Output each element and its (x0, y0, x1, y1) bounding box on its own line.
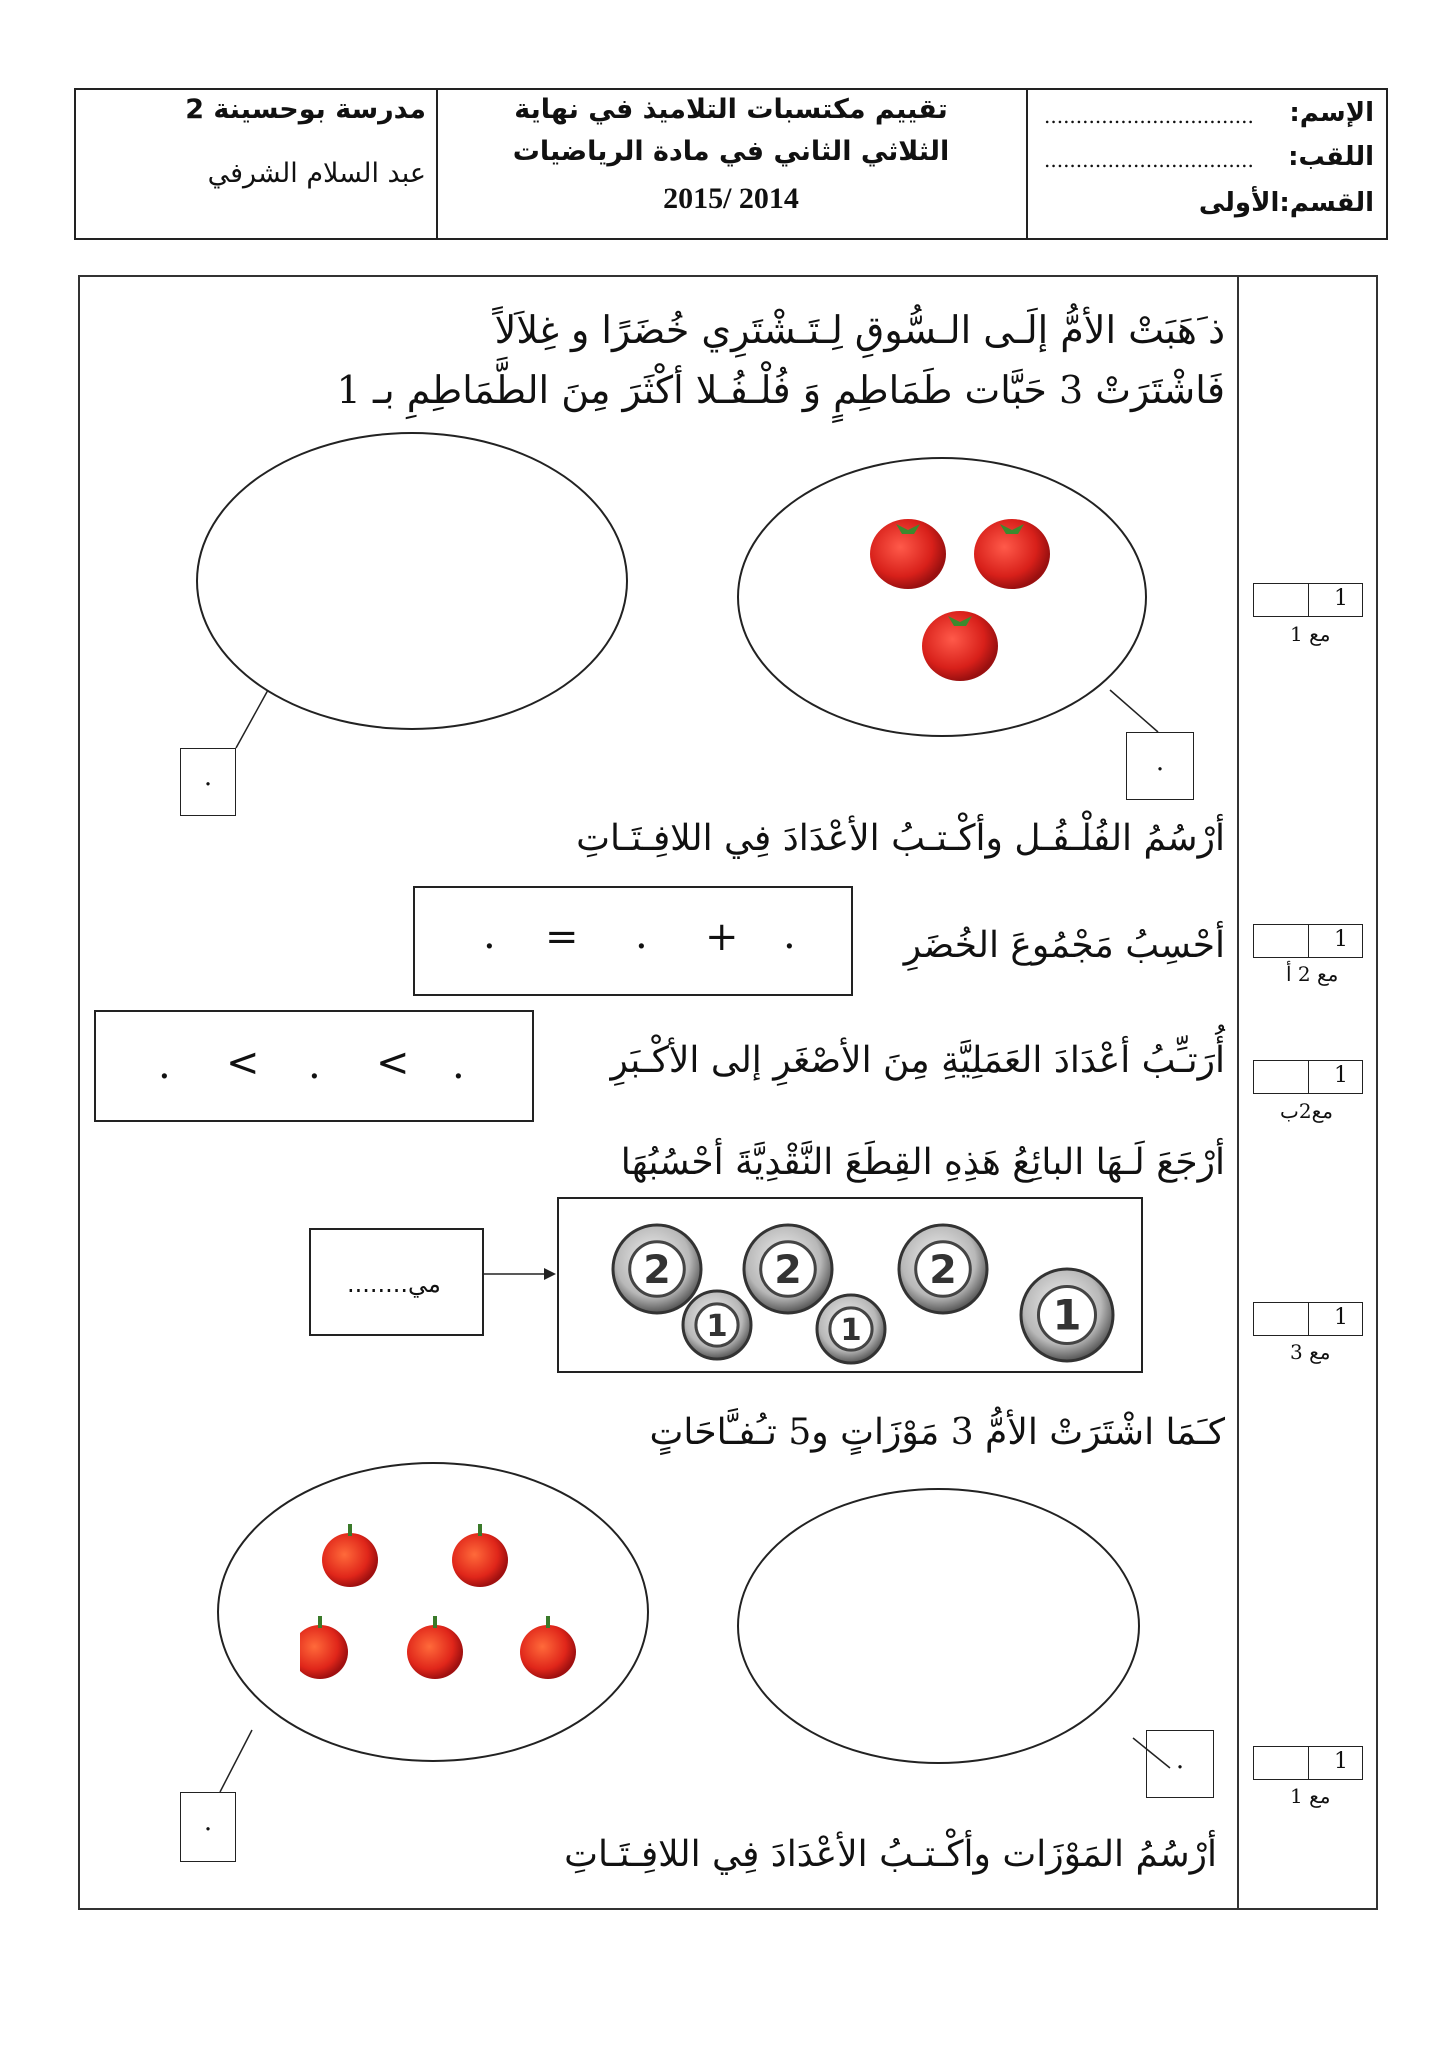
coin-1-icon (1021, 1269, 1113, 1361)
order-slot-1[interactable]: . (452, 1042, 465, 1088)
s2-instruction: أحْسِبُ مَجْمُوعَ الخُضَرِ (903, 925, 1225, 966)
apple-icon (520, 1616, 576, 1679)
s5-instruction: أرْسُمُ المَوْزَات وأكْـتـبُ الأعْدَادَ فِي اللافِـتَـاتِ (564, 1834, 1217, 1875)
mark-value: 1 (1334, 1305, 1348, 1330)
sum-slot-2[interactable]: . (635, 912, 648, 958)
s5-line: كـَمَا اشْتَرَتْ الأمُّ 3 مَوْزَاتٍ و5 تـُفـَّاحَاتٍ (649, 1412, 1225, 1453)
coin-total-answer[interactable]: ........مي (347, 1270, 441, 1298)
apple-icon (322, 1524, 378, 1587)
coin-2-icon (899, 1225, 987, 1313)
apple-icon (407, 1616, 463, 1679)
coin-1-icon (683, 1291, 751, 1359)
mark-box[interactable] (1253, 1302, 1363, 1336)
mark-criterion: مع 1 (1290, 1784, 1331, 1808)
coin-value: 2 (774, 1247, 802, 1294)
sum-result-slot[interactable]: . (483, 912, 496, 958)
coin-1-icon (817, 1295, 885, 1363)
mark-box[interactable] (1253, 1746, 1363, 1780)
coin-value: 2 (643, 1247, 671, 1294)
less-than-sign: < (376, 1040, 410, 1086)
coin-2-icon (613, 1225, 701, 1313)
coin-value: 1 (706, 1308, 728, 1344)
tomato-group (860, 510, 1060, 690)
coin-value: 2 (929, 1247, 957, 1294)
order-slot-3[interactable]: . (158, 1042, 171, 1088)
s4-instruction: أرْجَعَ لَـهَا البائِعُ هَذِهِ القِطَعَ النَّقْدِيَّةَ أحْسُبُهَا (620, 1142, 1225, 1183)
sum-slot-1[interactable]: . (783, 912, 796, 958)
surname-field[interactable]: ................................. (1044, 148, 1254, 172)
title-year: 2015/ 2014 (663, 182, 799, 215)
plus-sign: + (705, 914, 739, 960)
title-line2: الثلاثي الثاني في مادة الرياضيات (512, 136, 950, 167)
coin-value: 1 (840, 1312, 862, 1348)
less-than-sign: < (226, 1040, 260, 1086)
school-name: مدرسة بوحسينة 2 (185, 94, 426, 125)
apple-icon (300, 1616, 348, 1679)
mark-box[interactable] (1253, 924, 1363, 958)
s1-line2: فَاشْتَرَتْ 3 حَبَّات طَمَاطِمٍ وَ فُلْـفُـلا أكْثَرَ مِنَ الطَّمَاطِمِ بـ 1 (336, 368, 1225, 412)
coins-group (557, 1197, 1143, 1373)
class-label: القسم:الأولى (1198, 188, 1374, 218)
mark-criterion: مع 2 أ (1286, 962, 1339, 986)
coin-value: 1 (1052, 1291, 1082, 1340)
tomato-icon (922, 611, 998, 681)
mark-criterion: مع 1 (1290, 622, 1331, 646)
tomato-count-box[interactable]: . (1126, 732, 1194, 800)
teacher-name: عبد السلام الشرفي (207, 158, 426, 189)
mark-value: 1 (1334, 927, 1348, 952)
tomato-icon (870, 519, 946, 589)
name-label: الإسم: (1289, 98, 1374, 128)
apple-icon (452, 1524, 508, 1587)
tomato-icon (974, 519, 1050, 589)
pepper-count-box[interactable]: . (180, 748, 236, 816)
mark-value: 1 (1334, 1063, 1348, 1088)
title-line1: تقييم مكتسبات التلاميذ في نهاية (514, 94, 948, 125)
surname-label: اللقب: (1288, 142, 1374, 172)
mark-criterion: مع2ب (1280, 1099, 1333, 1123)
s1-line1: ذ َهَبَتْ الأمُّ إلَـى الـسُّوقِ لِـتَـشْتَرِي خُضَرًا و غِلاَلاً (494, 308, 1225, 352)
coin-icons (613, 1225, 1113, 1363)
order-answer-box[interactable] (94, 1010, 534, 1122)
mark-box[interactable] (1253, 1060, 1363, 1094)
mark-box[interactable] (1253, 583, 1363, 617)
equals-sign: = (545, 914, 579, 960)
s1-instruction: أرْسُمُ الفُلْـفُـل وأكْـتـبُ الأعْدَادَ فِي اللافِـتَـاتِ (576, 818, 1225, 859)
order-slot-2[interactable]: . (308, 1042, 321, 1088)
coin-total-box[interactable] (309, 1228, 484, 1336)
s3-instruction: أُرَتـِّبُ أعْدَادَ العَمَلِيَّةِ مِنَ الأصْغَرِ إلى الأكْـبَرِ (610, 1040, 1225, 1081)
mark-value: 1 (1334, 586, 1348, 611)
mark-value: 1 (1334, 1749, 1348, 1774)
apple-count-box[interactable]: . (1146, 1730, 1214, 1798)
empty-banana-ellipse[interactable] (737, 1488, 1140, 1764)
coin-2-icon (744, 1225, 832, 1313)
mark-criterion: مع 3 (1290, 1340, 1331, 1364)
apple-icons (300, 1524, 576, 1679)
sum-answer-box[interactable] (413, 886, 853, 996)
banana-count-box[interactable]: . (180, 1792, 236, 1862)
apple-group (300, 1520, 580, 1690)
name-field[interactable]: ................................. (1044, 104, 1254, 128)
